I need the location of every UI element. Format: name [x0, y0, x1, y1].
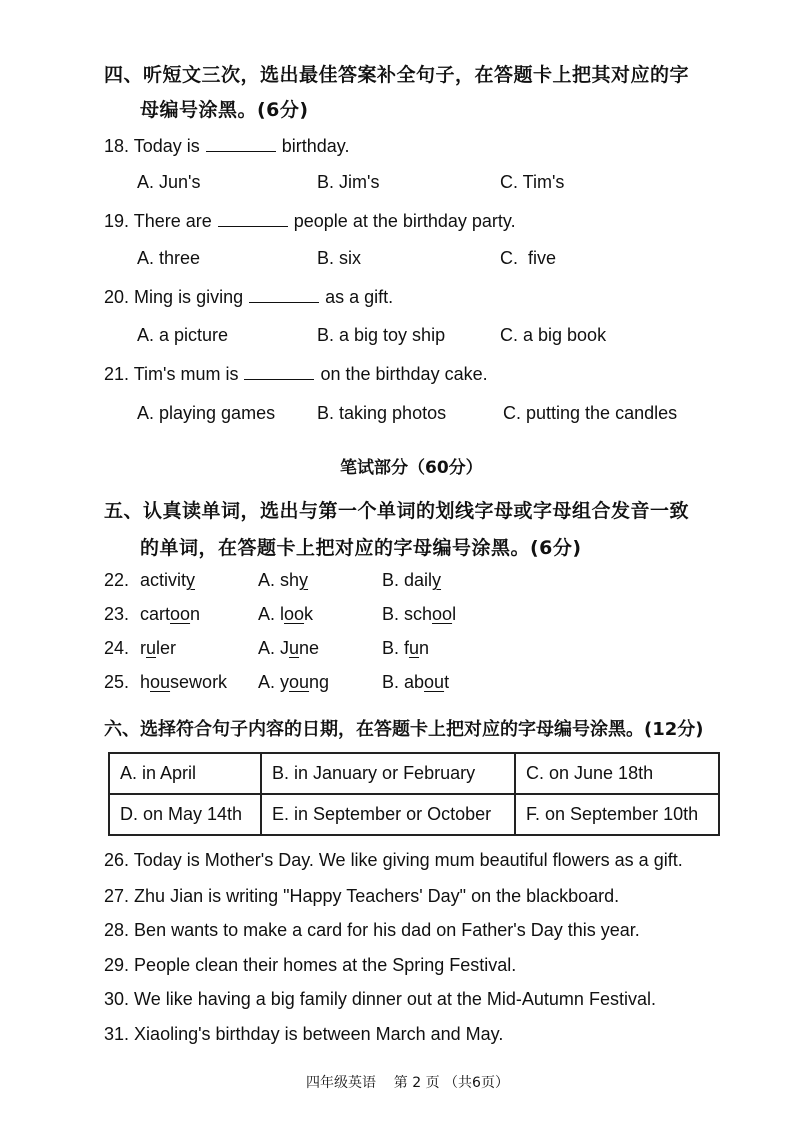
question-text-after: people at the birthday party.: [293, 211, 516, 231]
question-20: [104, 286, 393, 308]
underlined-letters: oo: [284, 604, 305, 624]
underlined-letters: ou: [150, 672, 171, 692]
option-b: B. daily: [382, 570, 442, 590]
option-b: B. school: [382, 604, 457, 624]
sentence-27: 27. Zhu Jian is writing "Happy Teachers' Day" on the blackboard.: [104, 886, 620, 906]
sentence-31: 31. Xiaoling's birthday is between March and May.: [104, 1024, 504, 1044]
underlined-letters: y: [432, 570, 442, 590]
question-text-after: as a gift.: [325, 287, 394, 307]
option-a: A. a picture: [137, 325, 229, 345]
underlined-letters: u: [289, 638, 300, 658]
option-b: B. six: [317, 248, 362, 268]
underlined-letters: oo: [432, 604, 453, 624]
page-footer: 四年级英语 第 2 页 （共6页）: [306, 1075, 509, 1091]
sentence-29: 29. People clean their homes at the Spring Festival.: [104, 955, 517, 975]
table-cell: B. in January or February: [261, 753, 515, 794]
item-25-number: 25.: [104, 672, 130, 692]
question-21: [104, 363, 488, 385]
section4-title-line2: 母编号涂黑。(6分): [140, 99, 309, 121]
item-22-word: activity: [140, 570, 196, 590]
question-text-before: Ming is giving: [134, 287, 244, 307]
section6-title: 六、选择符合句子内容的日期，在答题卡上把对应的字母编号涂黑。(12分): [104, 719, 704, 740]
answer-blank: [206, 135, 276, 152]
question-text-before: Today is: [133, 136, 200, 156]
sentence-26: 26. Today is Mother's Day. We like giving mum beautiful flowers as a gift.: [104, 850, 683, 870]
item-24-word: ruler: [140, 638, 177, 658]
question-number: 21.: [104, 364, 130, 384]
table-cell: C. on June 18th: [515, 753, 719, 794]
underlined-letters: y: [186, 570, 196, 590]
section5-title-line2: 的单词，在答题卡上把对应的字母编号涂黑。(6分): [140, 537, 582, 559]
section4-title-line1: 四、听短文三次，选出最佳答案补全句子，在答题卡上把其对应的字: [104, 64, 690, 86]
underlined-letters: y: [299, 570, 309, 590]
underlined-letters: u: [146, 638, 157, 658]
option-a: A. three: [137, 248, 201, 268]
option-a: A. shy: [258, 570, 309, 590]
option-b: B. about: [382, 672, 450, 692]
option-a: A. look: [258, 604, 314, 624]
option-c: C. a big book: [500, 325, 607, 345]
item-22-number: 22.: [104, 570, 130, 590]
question-number: 20.: [104, 287, 130, 307]
option-c: C. Tim's: [500, 172, 565, 192]
table-cell: F. on September 10th: [515, 794, 719, 835]
answer-blank: [218, 210, 288, 227]
option-b: B. Jim's: [317, 172, 380, 192]
option-c: C. five: [500, 248, 557, 268]
underlined-letters: ou: [289, 672, 310, 692]
option-a: A. young: [258, 672, 330, 692]
question-text-before: There are: [133, 211, 212, 231]
option-c: C. putting the candles: [503, 403, 678, 423]
answer-blank: [249, 286, 319, 303]
sentence-28: 28. Ben wants to make a card for his dad on Father's Day this year.: [104, 920, 640, 940]
question-text-after: birthday.: [281, 136, 350, 156]
option-a: A. Jun's: [137, 172, 201, 192]
table-row: [109, 794, 719, 835]
option-a: A. playing games: [137, 403, 276, 423]
item-25-word: housework: [140, 672, 228, 692]
underlined-letters: ou: [424, 672, 445, 692]
question-number: 19.: [104, 211, 130, 231]
question-19: [104, 210, 516, 232]
option-b: B. a big toy ship: [317, 325, 446, 345]
item-23-number: 23.: [104, 604, 130, 624]
option-a: A. June: [258, 638, 320, 658]
table-cell: E. in September or October: [261, 794, 515, 835]
option-b: B. taking photos: [317, 403, 447, 423]
option-b: B. fun: [382, 638, 430, 658]
item-24-number: 24.: [104, 638, 130, 658]
table-cell: A. in April: [109, 753, 261, 794]
question-number: 18.: [104, 136, 130, 156]
question-text-before: Tim's mum is: [133, 364, 239, 384]
question-text-after: on the birthday cake.: [320, 364, 488, 384]
underlined-letters: u: [409, 638, 420, 658]
table-row: [109, 753, 719, 794]
question-18: [104, 135, 349, 157]
sentence-30: 30. We like having a big family dinner out at the Mid-Autumn Festival.: [104, 989, 656, 1009]
written-part-heading: 笔试部分（60分）: [340, 458, 483, 478]
table-cell: D. on May 14th: [109, 794, 261, 835]
item-23-word: cartoon: [140, 604, 201, 624]
answer-blank: [244, 363, 314, 380]
section5-title-line1: 五、认真读单词，选出与第一个单词的划线字母或字母组合发音一致: [104, 500, 690, 522]
underlined-letters: oo: [170, 604, 191, 624]
date-options-table: [108, 752, 720, 836]
